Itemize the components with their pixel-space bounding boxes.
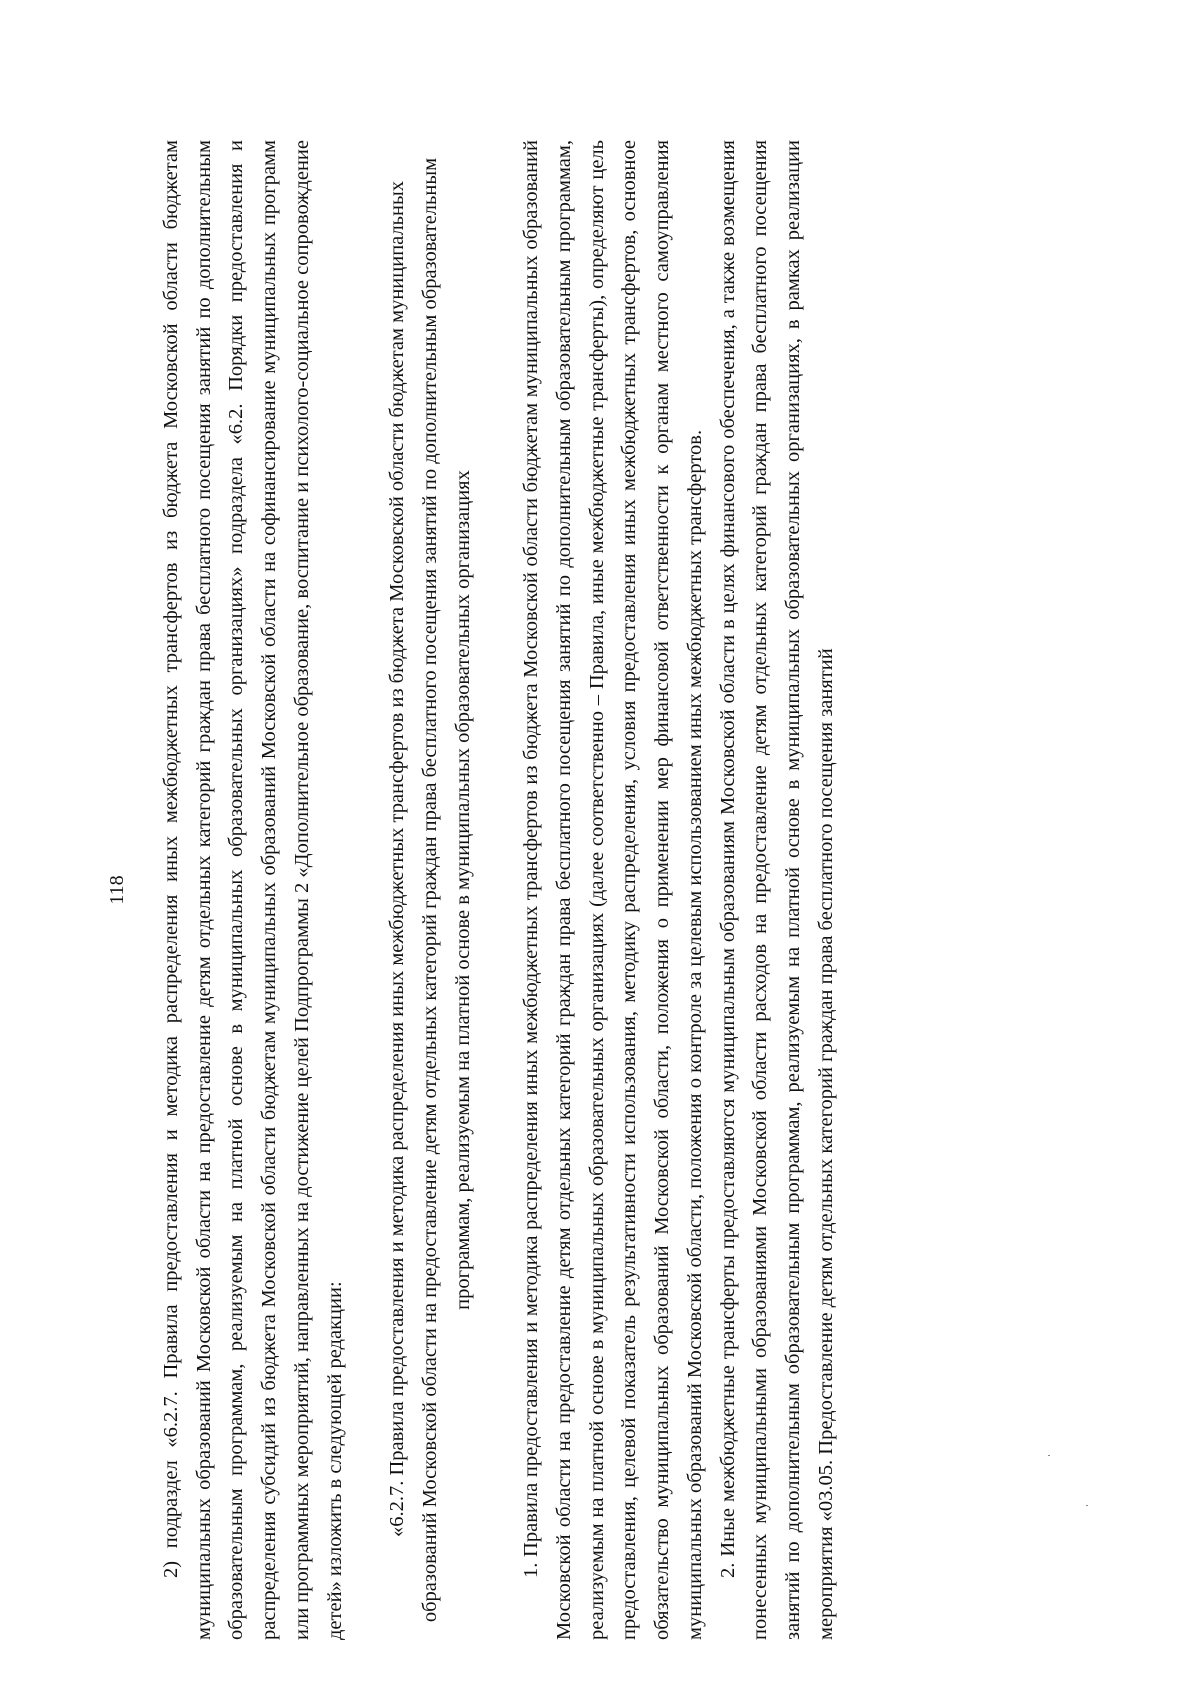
paragraph-1: 1. Правила предоставления и методика распределения иных межбюджетных трансфертов из бюджета Московской области бюджетам муниципальных образований Московской области на предоставление детям отдельных категорий граждан права бесплатного посещения занятий по дополнительным образовательным программам, реализуемым на платной основе в муниципальных образовательных организациях (далее соответственно – Правила, иные межбюджетные трансферты), определяют цель предоставления, целевой показатель результативности использования, методику распределения, условия предоставления иных межбюджетных трансфертов, основное обязательство муниципальных образований Московской области, положения о применении мер финансовой ответственности к органам местного самоуправления муниципальных образований Московской области, положения о контроле за целевым использованием иных межбюджетных трансфертов. bbox=[520, 140, 706, 1640]
section-heading: «6.2.7. Правила предоставления и методика распределения иных межбюджетных трансфертов из бюджета Московской области бюджетам муниципальных образований Московской области на предоставление детям отдельных категорий граждан права бесплатного посещения занятий по дополнительным образовательным программам, реализуемым на платной основе в муниципальных образовательных организациях bbox=[386, 157, 474, 1623]
spacer bbox=[351, 140, 381, 1640]
page-number: 118 bbox=[106, 875, 128, 905]
paragraph-intro: 2) подраздел «6.2.7. Правила предоставления и методика распределения иных межбюджетных трансфертов из бюджета Московской области бюджетам муниципальных образований Московской области на предоставление детям отдельных категорий граждан права бесплатного посещения занятий по дополнительным образовательным программам, реализуемым на платной основе в муниципальных образовательных организациях» подраздела «6.2. Порядки предоставления и распределения субсидий из бюджета Московской области бюджетам муниципальных образований Московской области на софинансирование муниципальных программ или программных мероприятий, направленных на достижение целей Подпрограммы 2 «Дополнительное образование, воспитание и психолого-социальное сопровождение детей» изложить в следующей редакции: bbox=[160, 140, 346, 1640]
spacer bbox=[479, 140, 515, 1640]
paragraph-2: 2. Иные межбюджетные трансферты предоставляются муниципальным образованиям Московской области в целях финансового обеспечения, а также возмещения понесенных муниципальными образованиями Московской области расходов на предоставление детям отдельных категорий граждан права бесплатного посещения занятий по дополнительным образовательным программам, реализуемым на платной основе в муниципальных образовательных организациях, в рамках реализации мероприятия «03.05. Предоставление детям отдельных категорий граждан права бесплатного посещения занятий bbox=[716, 140, 837, 1640]
rotated-text-block bbox=[106, 140, 1055, 1640]
scan-speck bbox=[1086, 1505, 1088, 1506]
